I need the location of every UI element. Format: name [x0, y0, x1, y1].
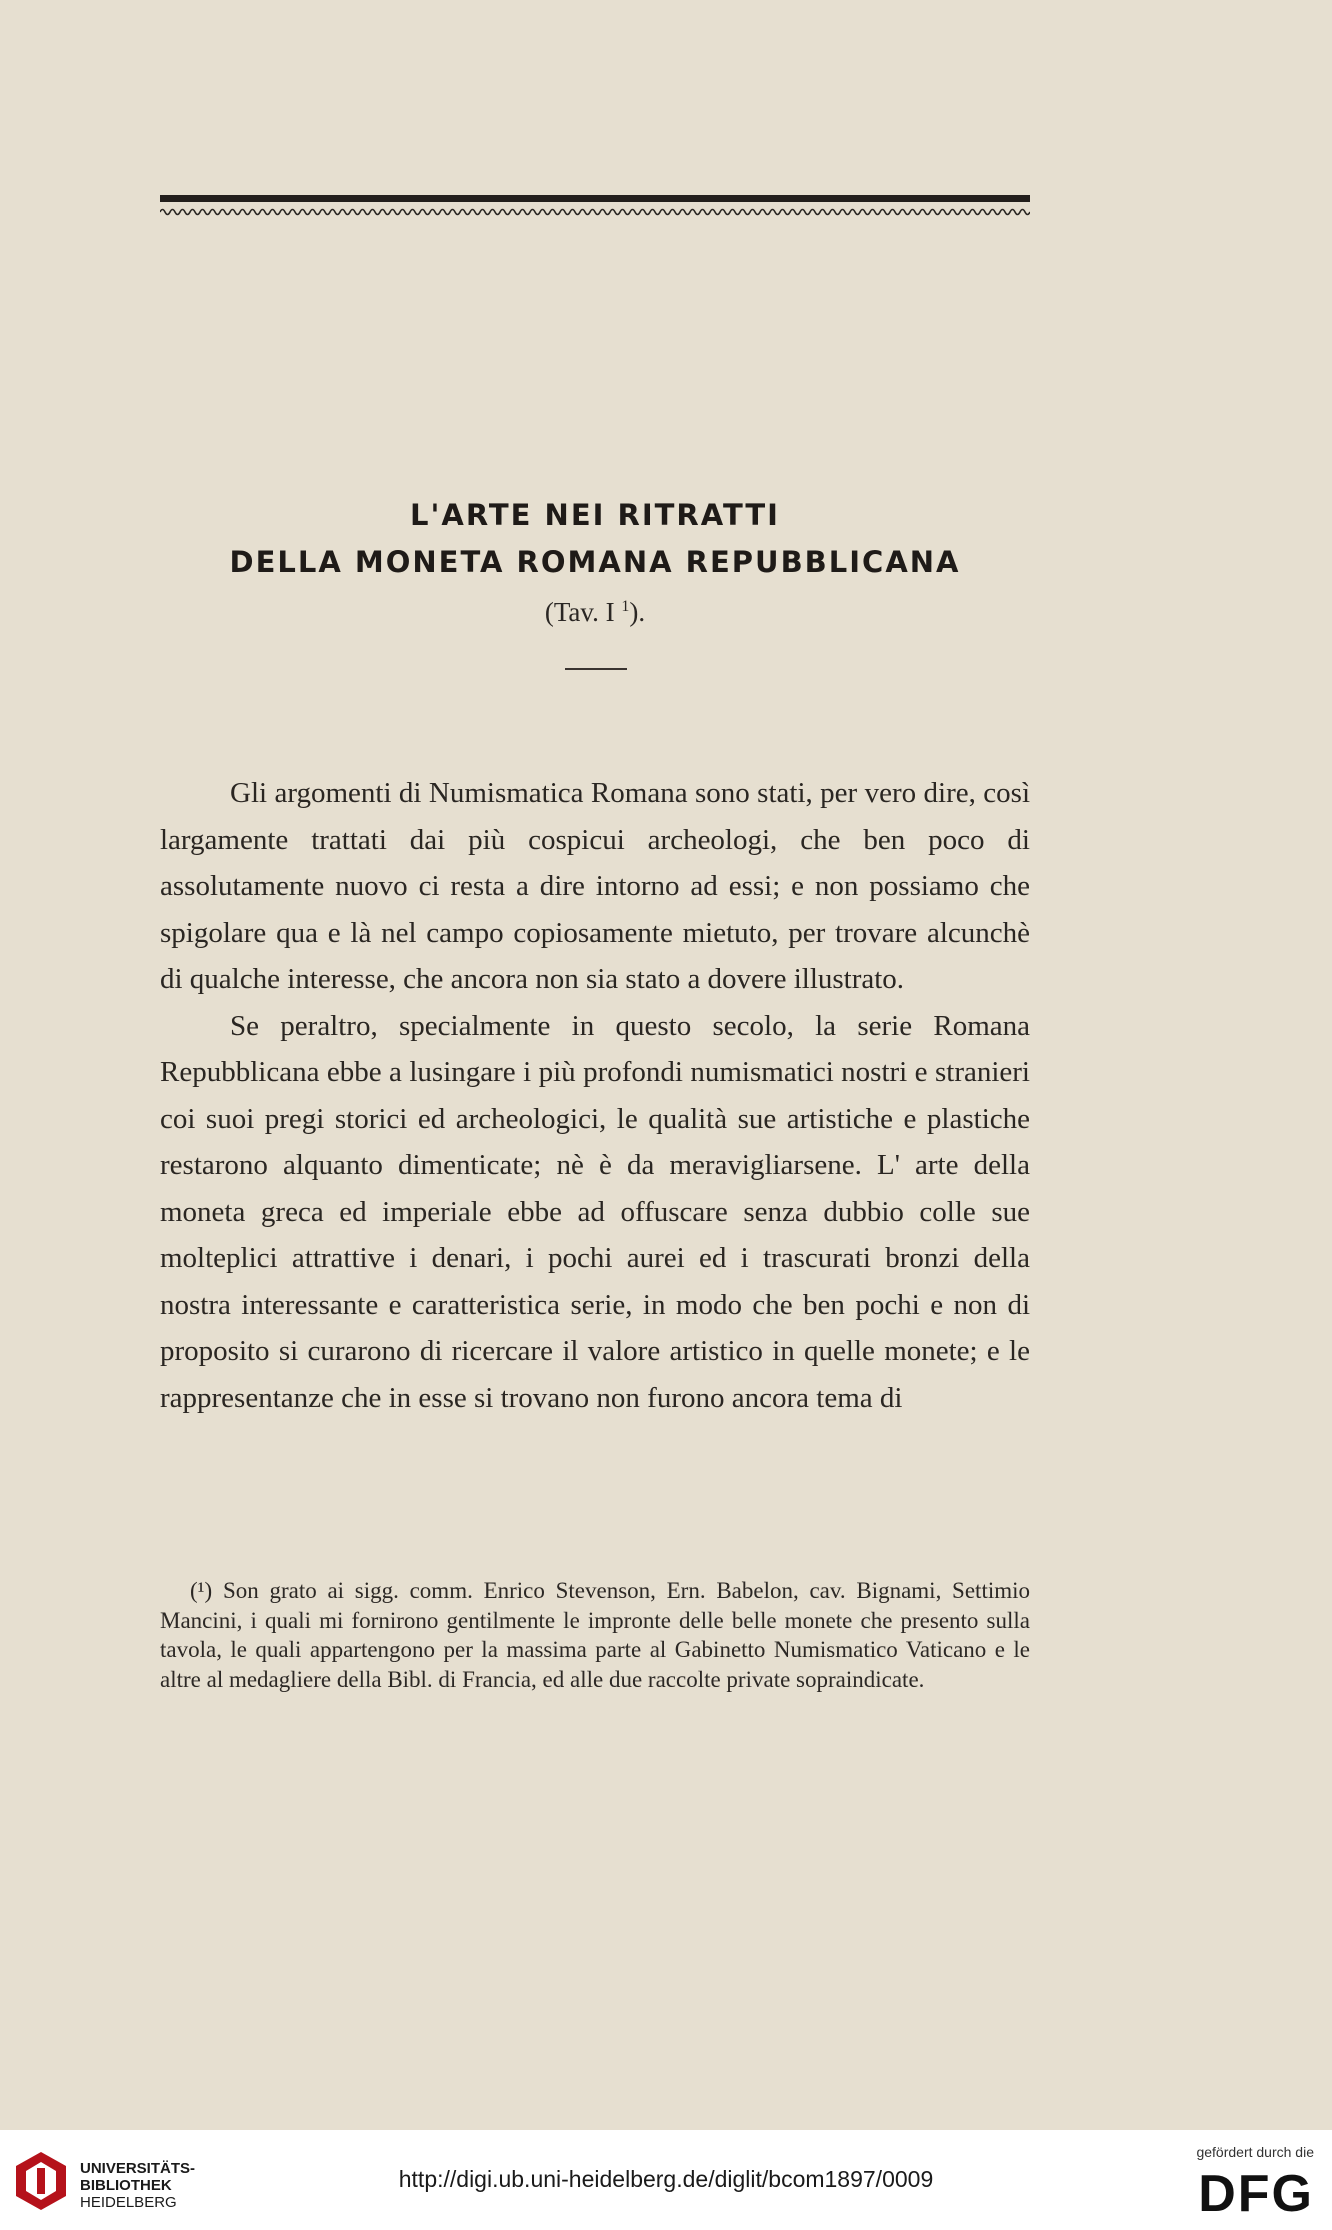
wavy-rule [160, 206, 1030, 218]
footnote-marker: 1 [621, 598, 630, 615]
footer-bar [0, 2130, 1332, 2230]
library-name-line2: BIBLIOTHEK [80, 2177, 172, 2194]
body-text [160, 770, 1030, 1421]
library-name-line1: UNIVERSITÄTS- [80, 2160, 196, 2177]
header-ornament-rule [160, 195, 1030, 221]
footnote-text: (¹) Son grato ai sigg. comm. Enrico Stevenson, Ern. Babelon, cav. Bignami, Settimio Mancini, i quali mi fornirono gentilmente le impronte delle belle monete che presento sulla tavola, le quali appartengono per la massima parte al Gabinetto Numismatico Vaticano e le altre al medagliere della Bibl. di Francia, ed alle due raccolte private sopraindicate. [160, 1578, 1030, 1692]
paragraph-1: Gli argomenti di Numismatica Romana sono stati, per vero dire, così largamente trattati dai più cospicui archeologi, che ben poco di assolutamente nuovo ci resta a dire intorno ad essi; e non possiamo che spigolare qua e là nel campo copiosamente mietuto, per trovare alcunchè di qualche interesse, che ancora non sia stato a dovere illustrato. [160, 777, 1030, 995]
article-title-line1: L'ARTE NEI RITRATTI [410, 498, 780, 532]
footnote [160, 1576, 1030, 1694]
funded-by-label: gefördert durch die [1196, 2144, 1314, 2160]
thick-rule [160, 195, 1030, 202]
permalink-url[interactable]: http://digi.ub.uni-heidelberg.de/diglit/bcom1897/0009 [398, 2166, 934, 2192]
plate-ref-text: (Tav. I [544, 597, 615, 627]
plate-ref-close: ). [629, 597, 646, 627]
title-divider [565, 668, 627, 670]
article-title-line2: DELLA MONETA ROMANA REPUBBLICANA [229, 545, 961, 579]
dfg-logo[interactable]: DFG [1198, 2165, 1314, 2223]
library-name-line3: HEIDELBERG [80, 2194, 177, 2211]
plate-reference [160, 597, 1030, 628]
paragraph-2: Se peraltro, specialmente in questo secolo, la serie Romana Repubblicana ebbe a lusingare i più profondi numismatici nostri e stranieri coi suoi pregi storici ed archeologici, le qualità sue artistiche e plastiche restarono alquanto dimenticate; nè è da meravigliarsene. L' arte della moneta greca ed imperiale ebbe ad offuscare senza dubbio colle sue molteplici attrattive i denari, i pochi aurei ed i trascurati bronzi della nostra interessante e caratteristica serie, in modo che ben pochi e non di proposito si curarono di ricercare il valore artistico in quelle monete; e le rappresentanze che in esse si trovano non furono ancora tema di [160, 1009, 1030, 1414]
